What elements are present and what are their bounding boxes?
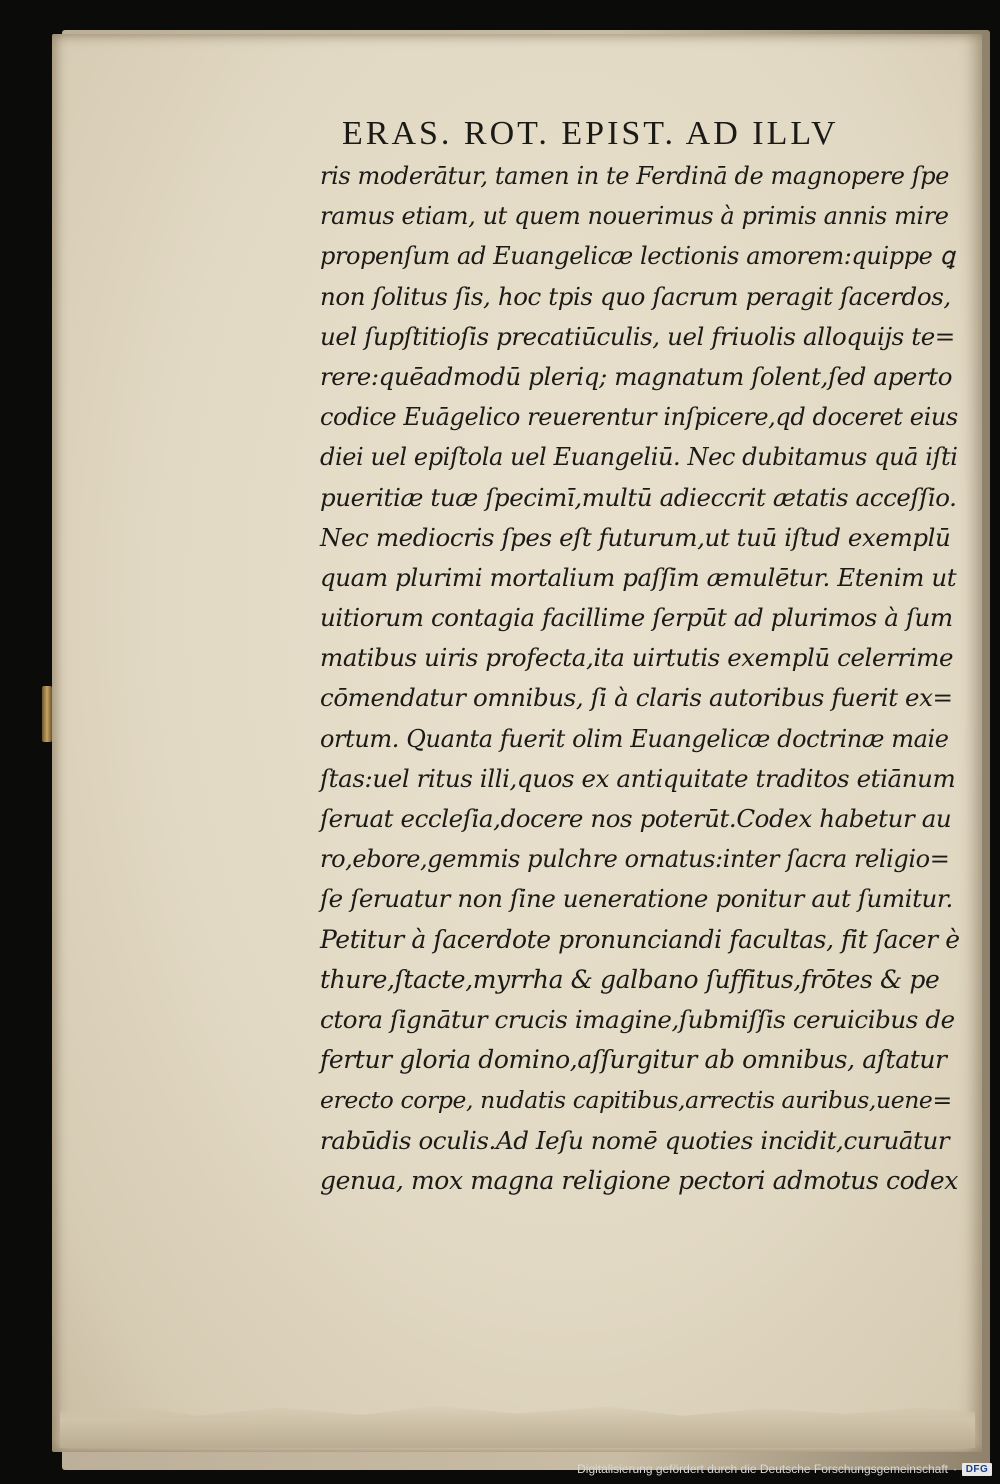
text-line: ſe ſeruatur non ſine ueneratione ponitur aut ſumitur. bbox=[320, 884, 953, 914]
text-line: ctora ſignātur crucis imagine,ſubmiſſis ceruicibus de bbox=[320, 1004, 955, 1034]
text-line: ris moderātur, tamen in te Ferdinā de magnopere ſpe bbox=[320, 162, 949, 190]
text-line: ſtas:uel ritus illi,quos ex antiquitate traditos etiānum bbox=[320, 763, 956, 793]
text-line: diei uel epiſtola uel Euangeliū. Nec dubitamus quā iſti bbox=[320, 443, 958, 472]
text-line: fertur gloria domino,aſſurgitur ab omnibus, aſtatur bbox=[320, 1045, 947, 1075]
text-line: ortum. Quanta fuerit olim Euangelicæ doctrinæ maie bbox=[320, 724, 949, 753]
text-line: thure,ſtacte,myrrha & galbano ſuffitus,frōtes & pe bbox=[320, 964, 940, 994]
text-line: quam plurimi mortalium paſſim æmulētur. Etenim ut bbox=[320, 562, 957, 592]
text-line: uel ſupſtitioſis precatiūculis, uel friuolis alloquijs te= bbox=[320, 321, 955, 351]
text-line: ſeruat eccleſia,docere nos poterūt.Codex habetur au bbox=[320, 804, 952, 833]
text-line: rabūdis oculis.Ad Ieſu nomē quoties incidit,curuātur bbox=[320, 1125, 950, 1155]
text-line: rere:quēadmodū pleriq; magnatum ſolent,ſed aperto bbox=[320, 361, 953, 391]
dfg-logo: DFG bbox=[962, 1463, 992, 1476]
credit-separator: · bbox=[953, 1462, 957, 1476]
text-line: Nec mediocris ſpes eſt futurum,ut tuū iſtud exemplū bbox=[320, 522, 951, 552]
text-block bbox=[320, 114, 960, 1201]
text-line: codice Euāgelico reuerentur inſpicere,qd doceret eius bbox=[320, 403, 958, 432]
credit-text: Digitalisierung gefördert durch die Deutsche Forschungsgemeinschaft bbox=[577, 1462, 948, 1476]
text-line: matibus uiris profecta,ita uirtutis exemplū celerrime bbox=[320, 643, 954, 673]
text-line: erecto corpe, nudatis capitibus,arrectis auribus,uene= bbox=[320, 1086, 952, 1115]
digitization-credit bbox=[577, 1460, 992, 1478]
running-head: ERAS. ROT. EPIST. AD ILLV bbox=[342, 115, 839, 152]
text-line: propenſum ad Euangelicæ lectionis amorem:quippe ꝗ bbox=[320, 242, 955, 271]
text-line: uitiorum contagia facillime ſerpūt ad plurimos à ſum bbox=[320, 603, 953, 633]
text-line: Petitur à ſacerdote pronunciandi facultas, fit ſacer è bbox=[320, 924, 960, 954]
text-line: ro,ebore,gemmis pulchre ornatus:inter ſacra religio= bbox=[320, 845, 950, 874]
text-line: cōmendatur omnibus, ſi à claris autoribus fuerit ex= bbox=[320, 683, 953, 713]
text-line: non ſolitus ſis, hoc tpis quo ſacrum peragit ſacerdos, bbox=[320, 281, 951, 311]
text-line: genua, mox magna religione pectori admotus codex bbox=[320, 1165, 958, 1195]
text-line: pueritiæ tuæ ſpecimī,multū adieccrit ætatis acceſſio. bbox=[320, 482, 957, 512]
text-line: ramus etiam, ut quem nouerimus à primis annis mire bbox=[320, 202, 949, 231]
text-lines bbox=[320, 156, 960, 1201]
binding-thread bbox=[42, 686, 52, 742]
